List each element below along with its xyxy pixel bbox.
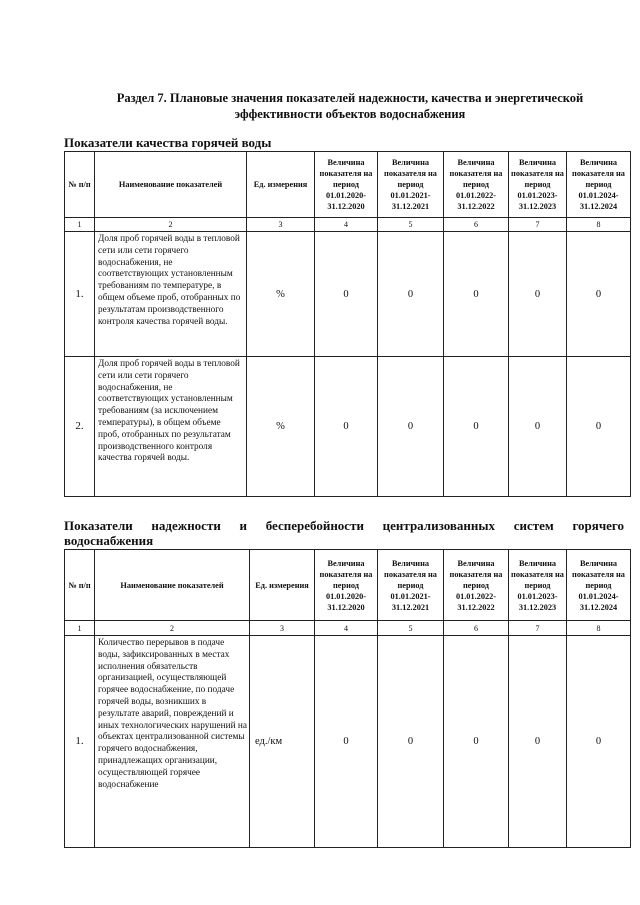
column-number-row: [65, 218, 631, 232]
page-title-line1: Раздел 7. Плановые значения показателей надежности, качества и энергетической: [116, 91, 584, 105]
header-period-2023: Величина показателя на период 01.01.2023-31.12.2023: [509, 152, 567, 218]
indicator-name: Доля проб горячей воды в тепловой сети или сети горячего водоснабжения, не соответствующих установленным требованиям по температуре, в общем объеме проб, отобранных по результатам производственного контроля качества горячей воды.: [95, 232, 247, 357]
value-2021: 0: [378, 357, 444, 497]
quality-indicators-table: [64, 151, 631, 497]
header-period-2020: Величина показателя на период 01.01.2020-31.12.2020: [315, 152, 378, 218]
value-2022: 0: [444, 636, 509, 848]
table-row: [65, 357, 631, 497]
indicator-unit: ед./км: [250, 636, 315, 848]
value-2022: 0: [444, 232, 509, 357]
header-period-2022: Величина показателя на период 01.01.2022-31.12.2022: [444, 152, 509, 218]
value-2020: 0: [315, 636, 378, 848]
value-2024: 0: [567, 232, 631, 357]
header-name: Наименование показателей: [95, 550, 250, 621]
header-period-2021: Величина показателя на период 01.01.2021-31.12.2021: [378, 152, 444, 218]
col-number: 6: [444, 621, 509, 636]
indicator-name: Количество перерывов в подаче воды, зафиксированных в местах исполнения обязательств организацией, осуществляющей горячее водоснабжение, по подаче горячей воды, возникших в результате аварий, повреждений и иных технологических нарушений на объектах централизованной системы горячего водоснабжения, принадлежащих организации, осуществляющей горячее водоснабжение: [95, 636, 250, 848]
value-2020: 0: [315, 232, 378, 357]
col-number: 8: [567, 218, 631, 232]
section-reliability-title: [64, 518, 624, 548]
col-number: 8: [567, 621, 631, 636]
header-period-2021: Величина показателя на период 01.01.2021-31.12.2021: [378, 550, 444, 621]
value-2023: 0: [509, 636, 567, 848]
value-2021: 0: [378, 636, 444, 848]
indicator-name: Доля проб горячей воды в тепловой сети или сети горячего водоснабжения, не соответствующих установленным требованиям (за исключением температуры), в общем объеме проб, отобранных по результатам производственного контроля качества горячей воды.: [95, 357, 247, 497]
page-title-line2: эффективности объектов водоснабжения: [234, 107, 466, 121]
section-reliability-title-line1: Показатели надежности и бесперебойности централизованных систем горячего: [64, 518, 624, 533]
header-name: Наименование показателей: [95, 152, 247, 218]
col-number: 3: [250, 621, 315, 636]
column-number-row: [65, 621, 631, 636]
col-number: 5: [378, 218, 444, 232]
row-number: 1.: [65, 636, 95, 848]
col-number: 4: [315, 218, 378, 232]
col-number: 2: [95, 621, 250, 636]
value-2021: 0: [378, 232, 444, 357]
value-2022: 0: [444, 357, 509, 497]
reliability-indicators-table: [64, 549, 631, 848]
table-header-row: [65, 152, 631, 218]
header-period-2022: Величина показателя на период 01.01.2022-31.12.2022: [444, 550, 509, 621]
page-title: [60, 90, 640, 122]
value-2023: 0: [509, 357, 567, 497]
header-num: № п/п: [65, 152, 95, 218]
section-quality-title: Показатели качества горячей воды: [64, 135, 272, 150]
row-number: 1.: [65, 232, 95, 357]
col-number: 1: [65, 621, 95, 636]
indicator-unit: %: [247, 357, 315, 497]
col-number: 1: [65, 218, 95, 232]
col-number: 5: [378, 621, 444, 636]
value-2024: 0: [567, 636, 631, 848]
col-number: 4: [315, 621, 378, 636]
table-row: [65, 232, 631, 357]
col-number: 7: [509, 621, 567, 636]
table-row: [65, 636, 631, 848]
row-number: 2.: [65, 357, 95, 497]
value-2020: 0: [315, 357, 378, 497]
header-num: № п/п: [65, 550, 95, 621]
value-2023: 0: [509, 232, 567, 357]
table-header-row: [65, 550, 631, 621]
col-number: 2: [95, 218, 247, 232]
header-period-2024: Величина показателя на период 01.01.2024-31.12.2024: [567, 152, 631, 218]
header-unit: Ед. измерения: [250, 550, 315, 621]
section-reliability-title-line2: водоснабжения: [64, 533, 154, 548]
header-period-2023: Величина показателя на период 01.01.2023-31.12.2023: [509, 550, 567, 621]
col-number: 7: [509, 218, 567, 232]
header-period-2024: Величина показателя на период 01.01.2024-31.12.2024: [567, 550, 631, 621]
col-number: 3: [247, 218, 315, 232]
header-period-2020: Величина показателя на период 01.01.2020-31.12.2020: [315, 550, 378, 621]
header-unit: Ед. измерения: [247, 152, 315, 218]
indicator-unit: %: [247, 232, 315, 357]
value-2024: 0: [567, 357, 631, 497]
col-number: 6: [444, 218, 509, 232]
